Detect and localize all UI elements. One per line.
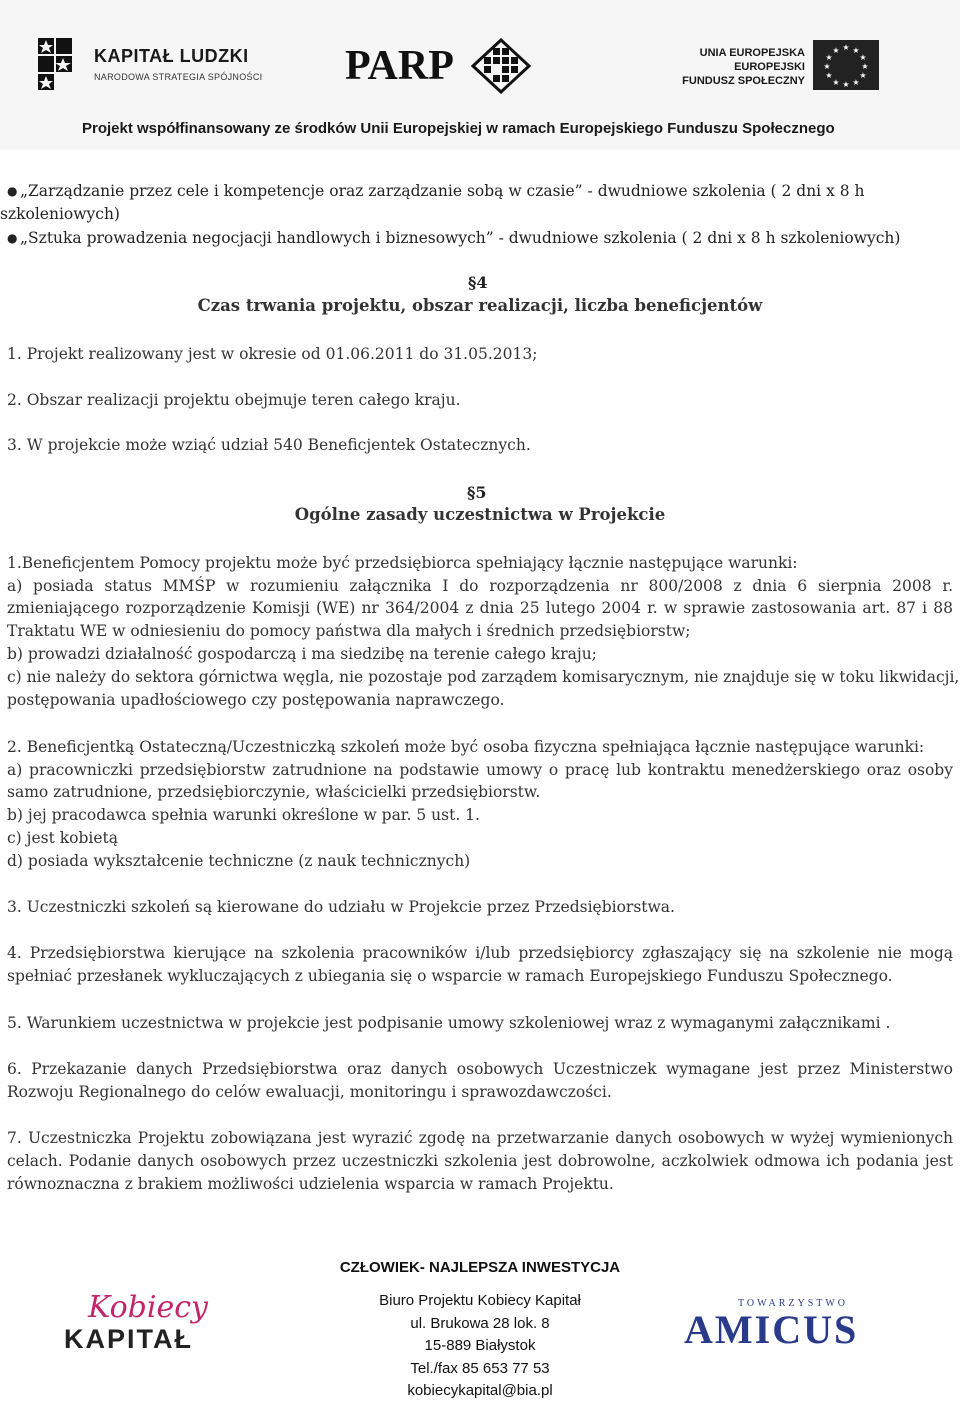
p2-line-4: b) jej pracodawca spełnia warunki określone w par. 5 ust. 1. [7,806,480,824]
p1-line-2: a) posiada status MMŚP w rozumieniu załącznika I do rozporządzenia nr 800/2008 z dnia 6 sierpnia 2008 r. [7,577,953,595]
parp-title: PARP [345,43,454,89]
p6-line-2: Rozwoju Regionalnego do celów ewaluacji, monitoringu i sprawozdawczości. [7,1083,612,1101]
parp-emblem-icon [471,38,531,94]
p1-line-5: b) prowadzi działalność gospodarczą i ma siedzibę na terenie całego kraju; [7,645,597,663]
bullet-icon: ● [7,231,18,245]
kapital-ludzki-logo [36,36,266,96]
svg-text:★: ★ [842,43,850,52]
p2-line-3: samo zatrudnione, przedsiębiorczynie, właścicielki przedsiębiorstw. [7,783,541,801]
section-4-number: §4 [468,273,488,292]
bullet-icon: ● [7,184,18,198]
section-4-item-2: 2. Obszar realizacji projektu obejmuje teren całego kraju. [7,391,461,409]
svg-text:★: ★ [859,71,867,80]
p7-line-3: równoznaczna z brakiem możliwości udzielenia wsparcia w ramach Projektu. [7,1175,614,1193]
p7-line-2: celach. Podanie danych osobowych przez uczestniczki szkolenia jest dobrowolne, aczkolwiek odmowa ich podania jest [7,1152,953,1170]
p1-line-6: c) nie należy do sektora górnictwa węgla, nie pozostaje pod zarządem komisarycznym, nie znajduje się w toku likwidacji, [7,668,960,686]
p2-line-1: 2. Beneficjentką Ostateczną/Uczestniczką szkoleń może być osoba fizyczna spełniająca łącznie następujące warunki: [7,738,925,756]
eu-flag-icon [813,40,879,90]
section-4-title: Czas trwania projektu, obszar realizacji, liczba beneficjentów [197,296,763,315]
parp-logo [345,38,545,98]
eu-text-line1: UNIA EUROPEJSKA [699,47,805,59]
list-item-text: „Zarządzanie przez cele i kompetencje oraz zarządzanie sobą w czasie” - dwudniowe szkolenia ( 2 dni x 8 h [20,182,865,200]
list-item-continuation: szkoleniowych) [0,205,120,223]
svg-text:★: ★ [832,46,840,55]
kobiecy-kapital-logo [60,1290,260,1360]
eu-text-line3: FUNDUSZ SPOŁECZNY [682,75,805,87]
p2-line-5: c) jest kobietą [7,829,118,847]
p1-line-4: Traktatu WE w odniesieniu do pomocy państwa dla małych i średnich przedsiębiorstw; [7,622,691,640]
section-4-item-1: 1. Projekt realizowany jest w okresie od 01.06.2011 do 31.05.2013; [7,345,538,363]
eu-text [655,46,805,88]
footer-phone: Tel./fax 85 653 77 53 [410,1360,550,1377]
footer-office: Biuro Projektu Kobiecy Kapitał [379,1292,581,1309]
kapital-ludzki-emblem-icon [36,36,88,92]
footer-email[interactable]: kobiecykapital@bia.pl [407,1382,553,1399]
eu-logo [655,40,915,100]
svg-text:★: ★ [852,78,860,87]
p4-line-2: spełniać przesłanek wykluczających z ubiegania się o wsparcie w ramach Europejskiego Funduszu Społecznego. [7,967,893,985]
footer-slogan: CZŁOWIEK- NAJLEPSZA INWESTYCJA [339,1259,621,1276]
footer-street: ul. Brukowa 28 lok. 8 [410,1315,550,1332]
svg-text:★: ★ [859,53,867,62]
p6-line-1: 6. Przekazanie danych Przedsiębiorstwa oraz danych osobowych Uczestniczek wymagane jest przez Ministerstwo [7,1060,953,1078]
section-5-title: Ogólne zasady uczestnictwa w Projekcie [294,505,666,524]
amicus-logo [684,1298,914,1358]
p2-line-2: a) pracowniczki przedsiębiorstw zatrudnione na podstawie umowy o pracę lub kontraktu menedżerskiego oraz osoby [7,761,953,779]
svg-text:★: ★ [861,62,869,71]
p1-line-1: 1.Beneficjentem Pomocy projektu może być przedsiębiorca spełniający łącznie następujące warunki: [7,554,798,572]
p7-line-1: 7. Uczestniczka Projektu zobowiązana jest wyrazić zgodę na przetwarzanie danych osobowych w wyżej wymienionych [7,1129,953,1147]
list-item-text: „Sztuka prowadzenia negocjacji handlowych i biznesowych” - dwudniowe szkolenia ( 2 dni x 8 h szkoleniowych) [20,229,901,247]
p1-line-7: postępowania upadłościowego czy postępowania naprawczego. [7,691,505,709]
svg-text:★: ★ [825,53,833,62]
amicus-logo-main: AMICUS [684,1307,859,1352]
p1-line-3: zmieniającego rozporządzenie Komisji (WE) nr 364/2004 z dnia 25 lutego 2004 r. w sprawie zastosowania art. 87 i 88 [7,599,953,617]
svg-text:★: ★ [825,71,833,80]
kobiecy-kapital-logo-script: Kobiecy [88,1290,208,1325]
p4-line-1: 4. Przedsiębiorstwa kierujące na szkolenia pracowników i/lub przedsiębiorcy zgłaszający się na szkolenie nie mogą [7,944,953,962]
amicus-logo-top: TOWARZYSTWO [738,1298,849,1309]
svg-text:★: ★ [823,62,831,71]
cofinancing-caption: Projekt współfinansowany ze środków Unii Europejskiej w ramach Europejskiego Funduszu Społecznego [82,120,835,137]
p2-line-6: d) posiada wykształcenie techniczne (z nauk technicznych) [7,852,471,870]
section-5-number: §5 [467,483,487,502]
p3-line-1: 3. Uczestniczki szkoleń są kierowane do udziału w Projekcie przez Przedsiębiorstwa. [7,898,675,916]
section-4-item-3: 3. W projekcie może wziąć udział 540 Beneficjentek Ostatecznych. [7,436,531,454]
svg-text:★: ★ [842,80,850,89]
kobiecy-kapital-logo-caps: KAPITAŁ [64,1324,193,1354]
kapital-ludzki-subtitle: NARODOWA STRATEGIA SPÓJNOŚCI [94,72,263,82]
footer-city: 15-889 Białystok [424,1337,536,1354]
svg-text:★: ★ [852,46,860,55]
eu-text-line2: EUROPEJSKI [734,61,805,73]
kapital-ludzki-title: KAPITAŁ LUDZKI [94,46,249,66]
p5-line-1: 5. Warunkiem uczestnictwa w projekcie jest podpisanie umowy szkoleniowej wraz z wymaganymi załącznikami . [7,1014,891,1032]
svg-text:★: ★ [832,78,840,87]
header-banner [0,0,960,150]
